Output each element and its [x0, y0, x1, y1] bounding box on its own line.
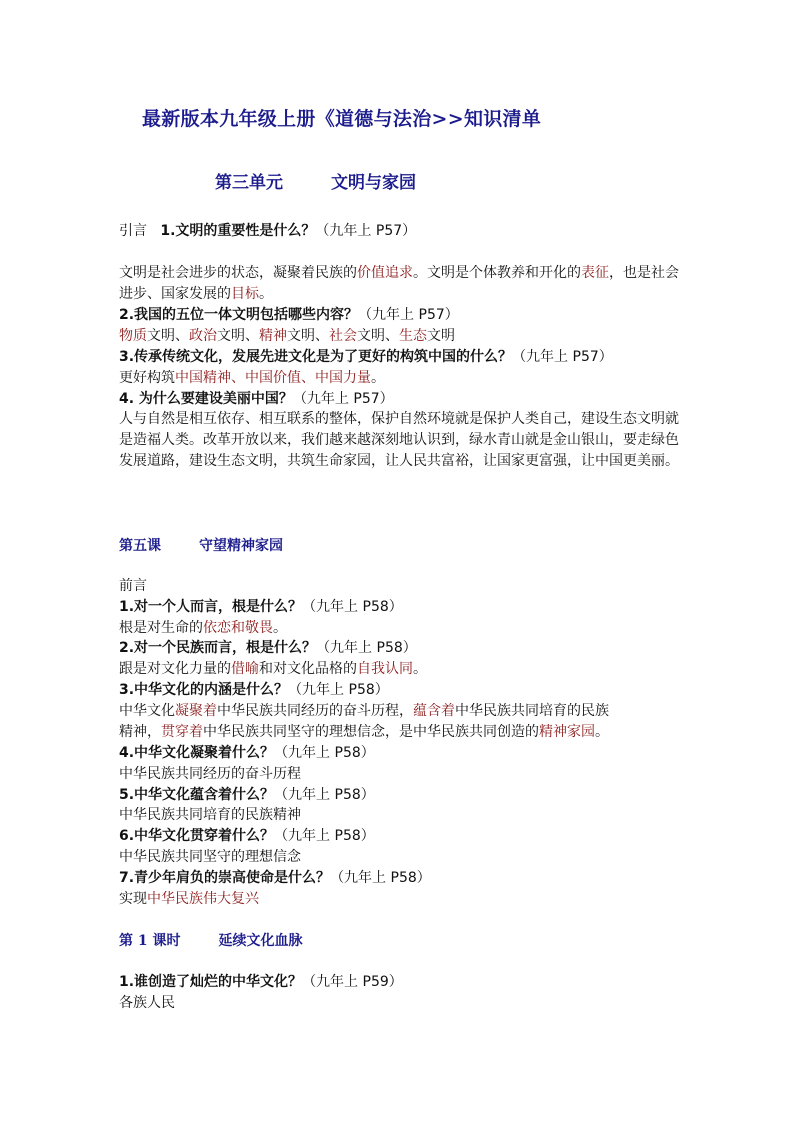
intro-q2: 2.我国的五位一体文明包括哪些内容？（九年上 P57） [119, 307, 459, 323]
lesson5-q3: 3.中华文化的内涵是什么？（九年上 P58） [119, 682, 389, 698]
question-text: 1.文明的重要性是什么？ [160, 223, 316, 239]
lesson-preface: 前言 [119, 578, 147, 594]
unit-heading [215, 168, 416, 193]
document-title: 最新版本九年级上册《道德与法治>>知识清单 [142, 108, 542, 130]
intro-q3: 3.传承传统文化，发展先进文化是为了更好的构筑中国的什么？（九年上 P57） [119, 349, 613, 365]
lesson5-q6: 6.中华文化贯穿着什么？（九年上 P58） [119, 828, 375, 844]
period-heading: 第 1 课时 延续文化血脉 [119, 933, 303, 949]
lesson-heading: 第五课 守望精神家园 [119, 538, 283, 554]
lesson5-a4: 中华民族共同经历的奋斗历程 [119, 766, 301, 782]
unit-name: 文明与家园 [331, 173, 416, 193]
page-reference: （九年上 P57） [315, 223, 417, 239]
unit-label: 第三单元 [215, 173, 283, 193]
intro-a4: 人与自然是相互依存、相互联系的整体，保护自然环境就是保护人类自己，建设生态文明就是造福人类。改革开放以来，我们越来越深刻地认识到，绿水青山就是金山银山，要走绿色发展道路，建设生态文明，共筑生命家园，让人民共富裕，让国家更富强，让中国更美丽。 [119, 411, 679, 469]
lesson5-a1: 根是对生命的依恋和敬畏。 [119, 620, 287, 636]
intro-q1 [119, 221, 416, 241]
intro-a3: 更好构筑中国精神、中国价值、中国力量。 [119, 370, 385, 386]
intro-a1: 文明是社会进步的状态，凝聚着民族的价值追求。文明是个体教养和开化的表征，也是社会进步、国家发展的目标。 [119, 265, 679, 302]
lesson5-q4: 4.中华文化凝聚着什么？（九年上 P58） [119, 745, 375, 761]
lesson5-q7: 7.青少年肩负的崇高使命是什么？（九年上 P58） [119, 870, 431, 886]
lesson5-a5: 中华民族共同培育的民族精神 [119, 807, 301, 823]
period-a1: 各族人民 [119, 995, 175, 1011]
lesson5-a2: 跟是对文化力量的借喻和对文化品格的自我认同。 [119, 661, 427, 677]
lesson5-a3-line1: 中华文化凝聚着中华民族共同经历的奋斗历程，蕴含着中华民族共同培育的民族 [119, 703, 609, 719]
intro-a2: 物质文明、政治文明、精神文明、社会文明、生态文明 [119, 328, 455, 344]
lesson5-q1: 1.对一个人而言，根是什么？（九年上 P58） [119, 599, 403, 615]
lesson5-a3-line2: 精神，贯穿着中华民族共同坚守的理想信念，是中华民族共同创造的精神家园。 [119, 724, 609, 740]
lesson5-a6: 中华民族共同坚守的理想信念 [119, 849, 301, 865]
lesson5-a7: 实现中华民族伟大复兴 [119, 891, 259, 907]
intro-q4: 4. 为什么要建设美丽中国？（九年上 P57） [119, 391, 394, 407]
period-q1: 1.谁创造了灿烂的中华文化？（九年上 P59） [119, 974, 403, 990]
intro-lead: 引言 [119, 223, 147, 239]
lesson5-q5: 5.中华文化蕴含着什么？（九年上 P58） [119, 787, 375, 803]
lesson5-q2: 2.对一个民族而言，根是什么？（九年上 P58） [119, 640, 417, 656]
